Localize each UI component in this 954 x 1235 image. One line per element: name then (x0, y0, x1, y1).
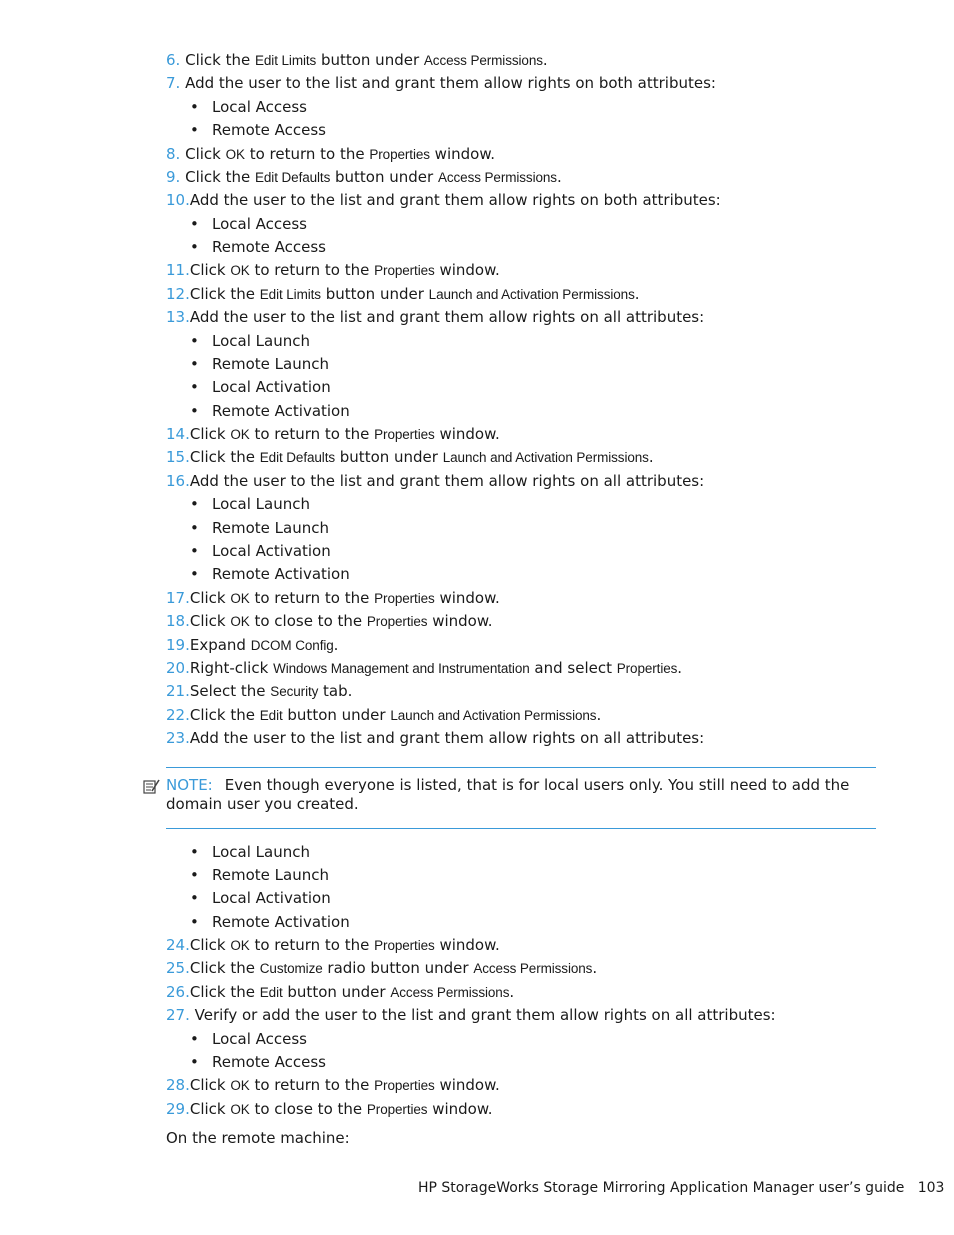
step-29: 29.Click OK to close to the Properties window. (166, 1100, 493, 1118)
page-footer (418, 1180, 944, 1196)
step-17: 17.Click OK to return to the Properties window. (166, 589, 500, 607)
bullet-item: • Remote Activation (190, 913, 350, 931)
note-label: NOTE: (166, 776, 213, 794)
step-11: 11.Click OK to return to the Properties window. (166, 261, 500, 279)
step-25: 25.Click the Customize radio button under Access Permissions. (166, 959, 598, 977)
bullet-item: • Local Access (190, 215, 307, 233)
step-12: 12.Click the Edit Limits button under Launch and Activation Permissions. (166, 285, 640, 303)
note (143, 776, 883, 814)
step-19: 19.Expand DCOM Config. (166, 636, 339, 654)
note-icon (143, 779, 160, 794)
footer-title: HP StorageWorks Storage Mirroring Application Manager user’s guide (418, 1180, 905, 1196)
step-10: 10.Add the user to the list and grant them allow rights on both attributes: (166, 191, 721, 209)
step-22: 22.Click the Edit button under Launch and Activation Permissions. (166, 706, 602, 724)
note-top-rule (166, 767, 876, 768)
step-9: 9. Click the Edit Defaults button under Access Permissions. (166, 168, 562, 186)
bullet-item: • Local Activation (190, 378, 331, 396)
bullet-item: • Remote Access (190, 121, 326, 139)
bullet-item: • Local Activation (190, 889, 331, 907)
bullet-item: • Remote Launch (190, 355, 329, 373)
bullet-item: • Remote Access (190, 1053, 326, 1071)
note-body (166, 776, 883, 814)
step-27: 27. Verify or add the user to the list and grant them allow rights on all attributes: (166, 1006, 776, 1024)
remote-machine-heading: On the remote machine: (166, 1129, 350, 1147)
step-28: 28.Click OK to return to the Properties window. (166, 1076, 500, 1094)
step-23: 23.Add the user to the list and grant them allow rights on all attributes: (166, 729, 705, 747)
note-text: Even though everyone is listed, that is for local users only. You still need to add the domain user you created. (166, 776, 850, 813)
bullet-item: • Remote Launch (190, 519, 329, 537)
bullet-item: • Local Launch (190, 495, 310, 513)
bullet-item: • Local Activation (190, 542, 331, 560)
bullet-item: • Remote Activation (190, 565, 350, 583)
bullet-item: • Remote Launch (190, 866, 329, 884)
step-18: 18.Click OK to close to the Properties window. (166, 612, 493, 630)
step-6: 6. Click the Edit Limits button under Access Permissions. (166, 51, 548, 69)
step-21: 21.Select the Security tab. (166, 682, 353, 700)
step-24: 24.Click OK to return to the Properties window. (166, 936, 500, 954)
bullet-item: • Local Access (190, 1030, 307, 1048)
step-8: 8. Click OK to return to the Properties window. (166, 145, 495, 163)
page-number: 103 (917, 1180, 945, 1196)
step-13: 13.Add the user to the list and grant them allow rights on all attributes: (166, 308, 705, 326)
step-7: 7. Add the user to the list and grant them allow rights on both attributes: (166, 74, 716, 92)
bullet-item: • Remote Access (190, 238, 326, 256)
note-bottom-rule (166, 828, 876, 829)
bullet-item: • Remote Activation (190, 402, 350, 420)
bullet-item: • Local Launch (190, 332, 310, 350)
step-14: 14.Click OK to return to the Properties window. (166, 425, 500, 443)
bullet-item: • Local Launch (190, 843, 310, 861)
step-26: 26.Click the Edit button under Access Permissions. (166, 983, 515, 1001)
step-15: 15.Click the Edit Defaults button under Launch and Activation Permissions. (166, 448, 654, 466)
bullet-item: • Local Access (190, 98, 307, 116)
step-16: 16.Add the user to the list and grant them allow rights on all attributes: (166, 472, 705, 490)
step-20: 20.Right-click Windows Management and Instrumentation and select Properties. (166, 659, 683, 677)
